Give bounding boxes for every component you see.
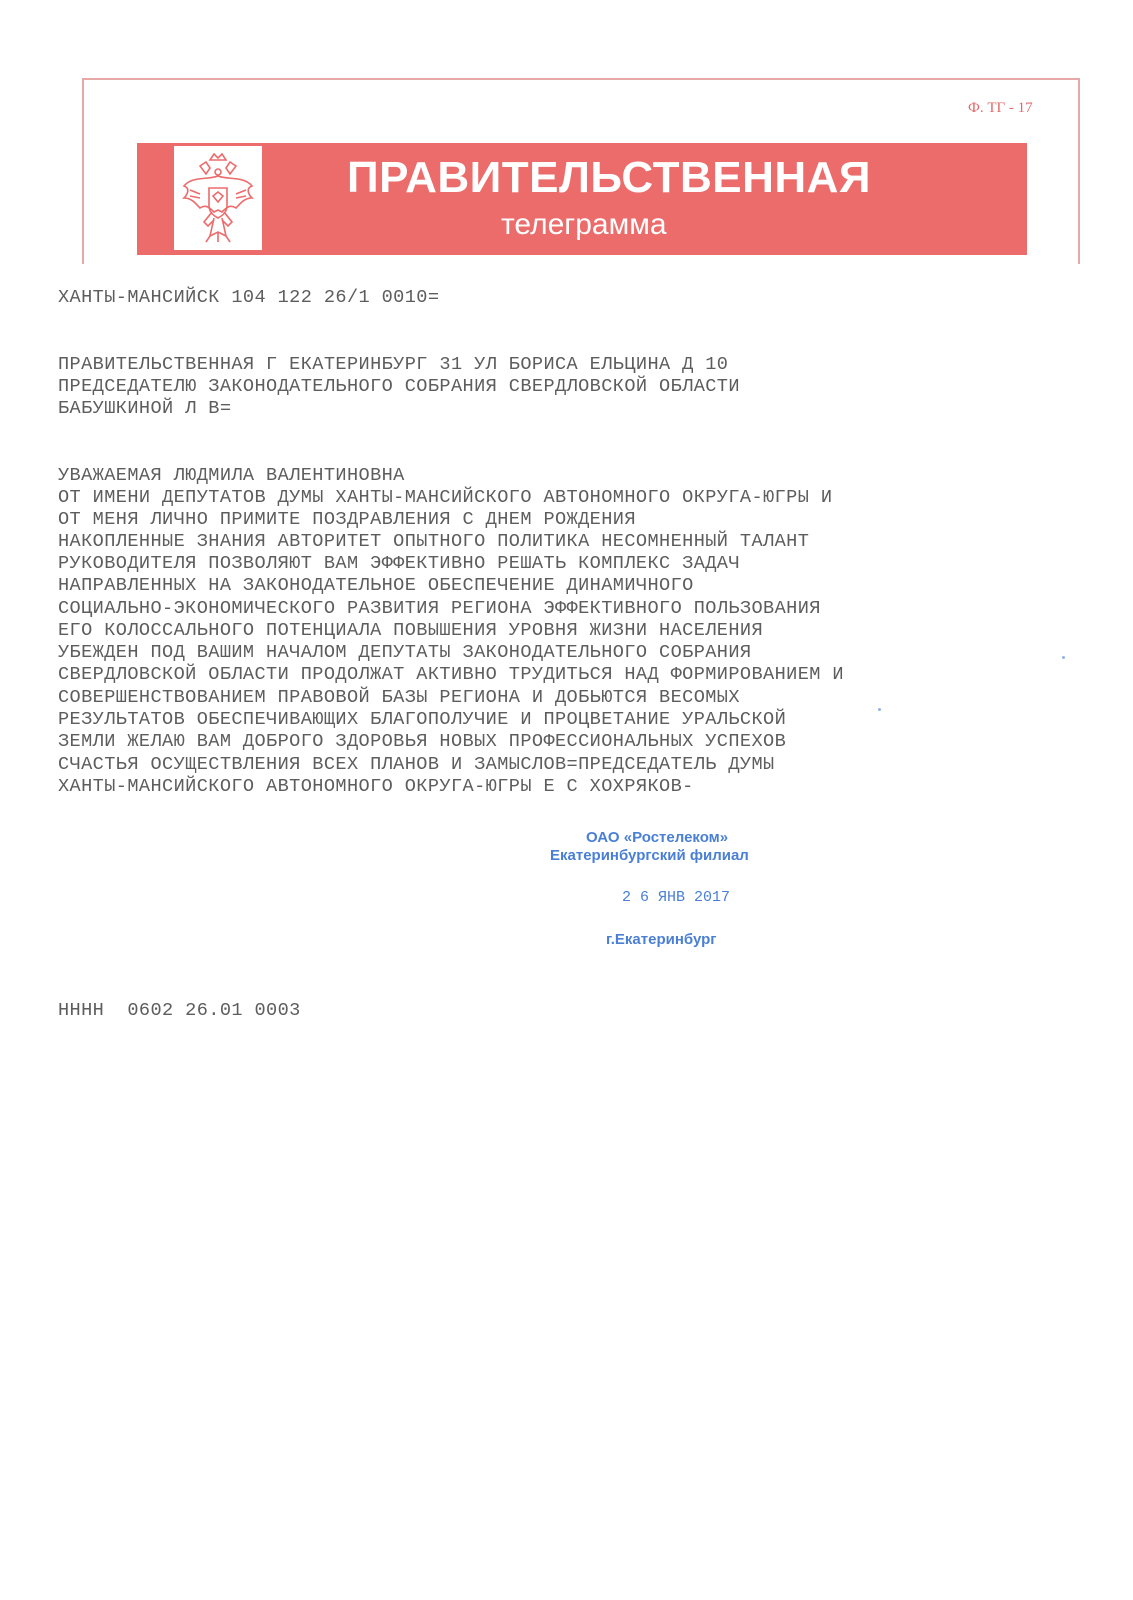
coat-of-arms-icon [174,146,262,250]
body-line: ХАНТЫ-МАНСИЙСКОГО АВТОНОМНОГО ОКРУГА-ЮГРЫ Е С ХОХРЯКОВ- [58,776,694,797]
body-line: РУКОВОДИТЕЛЯ ПОЗВОЛЯЮТ ВАМ ЭФФЕКТИВНО РЕШАТЬ КОМПЛЕКС ЗАДАЧ [58,553,740,574]
body-line: ОТ МЕНЯ ЛИЧНО ПРИМИТЕ ПОЗДРАВЛЕНИЯ С ДНЕМ РОЖДЕНИЯ [58,509,636,530]
body-line: СЧАСТЬЯ ОСУЩЕСТВЛЕНИЯ ВСЕХ ПЛАНОВ И ЗАМЫСЛОВ=ПРЕДСЕДАТЕЛЬ ДУМЫ [58,754,775,775]
address-line: ПРЕДСЕДАТЕЛЮ ЗАКОНОДАТЕЛЬНОГО СОБРАНИЯ СВЕРДЛОВСКОЙ ОБЛАСТИ [58,376,740,397]
body-line: ЗЕМЛИ ЖЕЛАЮ ВАМ ДОБРОГО ЗДОРОВЬЯ НОВЫХ ПРОФЕССИОНАЛЬНЫХ УСПЕХОВ [58,731,787,752]
telegram-footer: НННН 0602 26.01 0003 [58,1000,301,1021]
stamp-city: г.Екатеринбург [606,931,717,948]
body-line: ОТ ИМЕНИ ДЕПУТАТОВ ДУМЫ ХАНТЫ-МАНСИЙСКОГО АВТОНОМНОГО ОКРУГА-ЮГРЫ И [58,487,833,508]
scan-speck [878,708,881,711]
body-line: СОЦИАЛЬНО-ЭКОНОМИЧЕСКОГО РАЗВИТИЯ РЕГИОНА ЭФФЕКТИВНОГО ПОЛЬЗОВАНИЯ [58,598,821,619]
header-banner [137,143,1027,255]
body-line: УВАЖАЕМАЯ ЛЮДМИЛА ВАЛЕНТИНОВНА [58,465,405,486]
form-code: Ф. ТГ - 17 [968,100,1033,116]
body-line: СВЕРДЛОВСКОЙ ОБЛАСТИ ПРОДОЛЖАТ АКТИВНО ТРУДИТЬСЯ НАД ФОРМИРОВАНИЕМ И [58,664,844,685]
address-line: БАБУШКИНОЙ Л В= [58,398,232,419]
stamp-org: ОАО «Ростелеком» [586,829,729,846]
body-line: ЕГО КОЛОССАЛЬНОГО ПОТЕНЦИАЛА ПОВЫШЕНИЯ УРОВНЯ ЖИЗНИ НАСЕЛЕНИЯ [58,620,764,641]
address-line: ПРАВИТЕЛЬСТВЕННАЯ Г ЕКАТЕРИНБУРГ 31 УЛ БОРИСА ЕЛЬЦИНА Д 10 [58,354,729,375]
body-line: СОВЕРШЕНСТВОВАНИЕМ ПРАВОВОЙ БАЗЫ РЕГИОНА И ДОБЬЮТСЯ ВЕСОМЫХ [58,687,740,708]
scan-speck [1062,656,1065,659]
stamp-branch: Екатеринбургский филиал [550,847,749,864]
body-line: НАКОПЛЕННЫЕ ЗНАНИЯ АВТОРИТЕТ ОПЫТНОГО ПОЛИТИКА НЕСОМНЕННЫЙ ТАЛАНТ [58,531,810,552]
body-line: РЕЗУЛЬТАТОВ ОБЕСПЕЧИВАЮЩИХ БЛАГОПОЛУЧИЕ И ПРОЦВЕТАНИЕ УРАЛЬСКОЙ [58,709,787,730]
telegram-origin: ХАНТЫ-МАНСИЙСК 104 122 26/1 0010= [58,287,440,308]
body-line: НАПРАВЛЕННЫХ НА ЗАКОНОДАТЕЛЬНОЕ ОБЕСПЕЧЕНИЕ ДИНАМИЧНОГО [58,575,694,596]
banner-title: ПРАВИТЕЛЬСТВЕННАЯ [347,153,872,202]
banner-subtitle: телеграмма [501,208,667,241]
stamp-date: 2 6 ЯНВ 2017 [622,889,731,906]
body-line: УБЕЖДЕН ПОД ВАШИМ НАЧАЛОМ ДЕПУТАТЫ ЗАКОНОДАТЕЛЬНОГО СОБРАНИЯ [58,642,752,663]
